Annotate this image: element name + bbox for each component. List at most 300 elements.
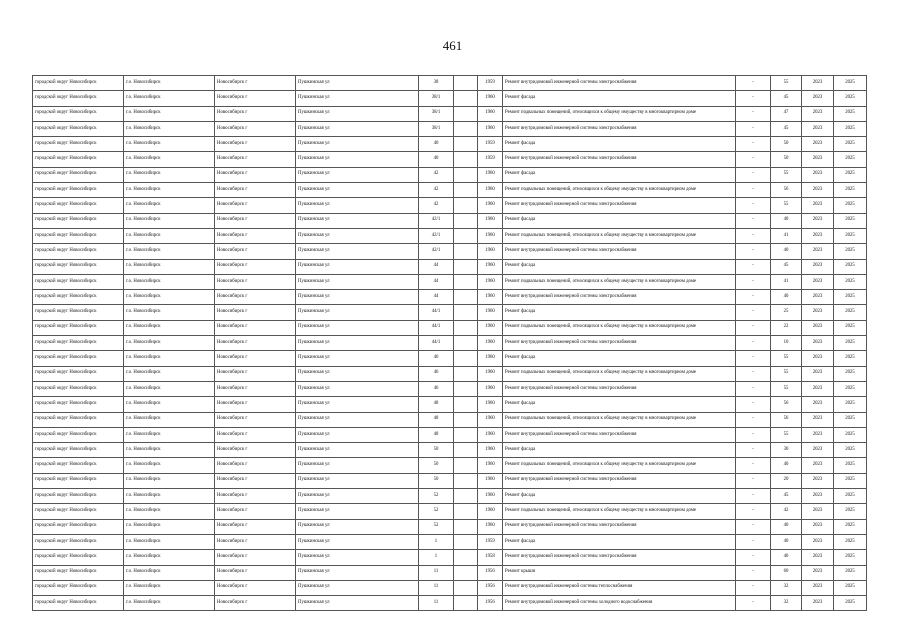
house-number-cell: 50 — [419, 458, 454, 473]
table-row — [33, 76, 867, 91]
value-cell: 50 — [771, 152, 802, 167]
dash-cell: - — [736, 519, 771, 534]
work-type-cell: Ремонт внутридомовой инженерной системы холодного водоснабжения — [503, 596, 736, 611]
district-cell: г.о. Новосибирск — [124, 397, 215, 412]
house-number-cell: 44 — [419, 274, 454, 289]
street-cell: Пушкинская ул — [296, 244, 419, 259]
start-year-cell: 2023 — [802, 519, 834, 534]
year-built-cell: 1960 — [478, 427, 503, 442]
municipality-cell: городской округ Новосибирск — [33, 443, 124, 458]
city-cell: Новосибирск г — [215, 351, 296, 366]
street-cell: Пушкинская ул — [296, 550, 419, 565]
house-number-cell: 1 — [419, 534, 454, 549]
district-cell: г.о. Новосибирск — [124, 580, 215, 595]
work-type-cell: Ремонт внутридомовой инженерной системы электроснабжения — [503, 550, 736, 565]
value-cell: 30 — [771, 443, 802, 458]
house-number-cell: 50 — [419, 443, 454, 458]
house-number-cell: 11 — [419, 565, 454, 580]
work-type-cell: Ремонт внутридомовой инженерной системы электроснабжения — [503, 336, 736, 351]
building-cell — [454, 305, 478, 320]
municipality-cell: городской округ Новосибирск — [33, 244, 124, 259]
end-year-cell: 2025 — [834, 580, 867, 595]
start-year-cell: 2023 — [802, 550, 834, 565]
dash-cell: - — [736, 473, 771, 488]
house-number-cell: 1 — [419, 550, 454, 565]
street-cell: Пушкинская ул — [296, 320, 419, 335]
year-built-cell: 1960 — [478, 244, 503, 259]
work-type-cell: Ремонт подвальных помещений, относящихся к общему имуществу в многоквартирном доме — [503, 366, 736, 381]
table-row — [33, 320, 867, 335]
work-type-cell: Ремонт фасада — [503, 91, 736, 106]
city-cell: Новосибирск г — [215, 106, 296, 121]
street-cell: Пушкинская ул — [296, 121, 419, 136]
house-number-cell: 40 — [419, 137, 454, 152]
table-row — [33, 228, 867, 243]
house-number-cell: 52 — [419, 504, 454, 519]
street-cell: Пушкинская ул — [296, 366, 419, 381]
building-cell — [454, 397, 478, 412]
year-built-cell: 1959 — [478, 534, 503, 549]
table-row — [33, 427, 867, 442]
year-built-cell: 1960 — [478, 228, 503, 243]
year-built-cell: 1960 — [478, 412, 503, 427]
value-cell: 47 — [771, 106, 802, 121]
street-cell: Пушкинская ул — [296, 76, 419, 91]
city-cell: Новосибирск г — [215, 198, 296, 213]
house-number-cell: 38 — [419, 76, 454, 91]
dash-cell: - — [736, 534, 771, 549]
house-number-cell: 52 — [419, 489, 454, 504]
building-cell — [454, 504, 478, 519]
dash-cell: - — [736, 91, 771, 106]
work-type-cell: Ремонт внутридомовой инженерной системы электроснабжения — [503, 519, 736, 534]
value-cell: 45 — [771, 121, 802, 136]
year-built-cell: 1960 — [478, 336, 503, 351]
table-row — [33, 198, 867, 213]
city-cell: Новосибирск г — [215, 366, 296, 381]
house-number-cell: 38/1 — [419, 91, 454, 106]
start-year-cell: 2023 — [802, 565, 834, 580]
city-cell: Новосибирск г — [215, 443, 296, 458]
value-cell: 56 — [771, 183, 802, 198]
work-type-cell: Ремонт фасада — [503, 167, 736, 182]
house-number-cell: 44 — [419, 259, 454, 274]
municipality-cell: городской округ Новосибирск — [33, 259, 124, 274]
dash-cell: - — [736, 274, 771, 289]
building-cell — [454, 580, 478, 595]
house-number-cell: 38/1 — [419, 106, 454, 121]
year-built-cell: 1960 — [478, 274, 503, 289]
district-cell: г.о. Новосибирск — [124, 76, 215, 91]
dash-cell: - — [736, 137, 771, 152]
district-cell: г.о. Новосибирск — [124, 336, 215, 351]
value-cell: 50 — [771, 137, 802, 152]
district-cell: г.о. Новосибирск — [124, 152, 215, 167]
district-cell: г.о. Новосибирск — [124, 259, 215, 274]
building-cell — [454, 565, 478, 580]
dash-cell: - — [736, 397, 771, 412]
year-built-cell: 1960 — [478, 397, 503, 412]
year-built-cell: 1959 — [478, 137, 503, 152]
work-type-cell: Ремонт фасада — [503, 259, 736, 274]
street-cell: Пушкинская ул — [296, 183, 419, 198]
district-cell: г.о. Новосибирск — [124, 381, 215, 396]
table-row — [33, 473, 867, 488]
district-cell: г.о. Новосибирск — [124, 412, 215, 427]
building-cell — [454, 336, 478, 351]
district-cell: г.о. Новосибирск — [124, 91, 215, 106]
street-cell: Пушкинская ул — [296, 290, 419, 305]
house-number-cell: 42/1 — [419, 228, 454, 243]
year-built-cell: 1956 — [478, 565, 503, 580]
year-built-cell: 1959 — [478, 152, 503, 167]
end-year-cell: 2025 — [834, 305, 867, 320]
value-cell: 55 — [771, 381, 802, 396]
work-type-cell: Ремонт фасада — [503, 397, 736, 412]
start-year-cell: 2023 — [802, 152, 834, 167]
city-cell: Новосибирск г — [215, 336, 296, 351]
start-year-cell: 2023 — [802, 106, 834, 121]
year-built-cell: 1960 — [478, 489, 503, 504]
year-built-cell: 1960 — [478, 91, 503, 106]
end-year-cell: 2025 — [834, 320, 867, 335]
work-type-cell: Ремонт подвальных помещений, относящихся к общему имуществу в многоквартирном доме — [503, 320, 736, 335]
street-cell: Пушкинская ул — [296, 397, 419, 412]
dash-cell: - — [736, 443, 771, 458]
street-cell: Пушкинская ул — [296, 137, 419, 152]
district-cell: г.о. Новосибирск — [124, 550, 215, 565]
municipality-cell: городской округ Новосибирск — [33, 336, 124, 351]
district-cell: г.о. Новосибирск — [124, 228, 215, 243]
street-cell: Пушкинская ул — [296, 274, 419, 289]
end-year-cell: 2025 — [834, 443, 867, 458]
value-cell: 40 — [771, 244, 802, 259]
table-row — [33, 290, 867, 305]
table-row — [33, 167, 867, 182]
start-year-cell: 2023 — [802, 596, 834, 611]
value-cell: 45 — [771, 259, 802, 274]
municipality-cell: городской округ Новосибирск — [33, 519, 124, 534]
end-year-cell: 2025 — [834, 228, 867, 243]
building-cell — [454, 137, 478, 152]
dash-cell: - — [736, 458, 771, 473]
street-cell: Пушкинская ул — [296, 167, 419, 182]
street-cell: Пушкинская ул — [296, 213, 419, 228]
district-cell: г.о. Новосибирск — [124, 489, 215, 504]
value-cell: 40 — [771, 534, 802, 549]
municipality-cell: городской округ Новосибирск — [33, 198, 124, 213]
value-cell: 45 — [771, 489, 802, 504]
dash-cell: - — [736, 336, 771, 351]
municipality-cell: городской округ Новосибирск — [33, 397, 124, 412]
end-year-cell: 2025 — [834, 381, 867, 396]
building-cell — [454, 519, 478, 534]
year-built-cell: 1960 — [478, 121, 503, 136]
year-built-cell: 1960 — [478, 458, 503, 473]
work-type-cell: Ремонт фасада — [503, 137, 736, 152]
end-year-cell: 2025 — [834, 565, 867, 580]
value-cell: 45 — [771, 91, 802, 106]
work-type-cell: Ремонт внутридомовой инженерной системы теплоснабжения — [503, 580, 736, 595]
street-cell: Пушкинская ул — [296, 228, 419, 243]
year-built-cell: 1960 — [478, 519, 503, 534]
district-cell: г.о. Новосибирск — [124, 106, 215, 121]
work-type-cell: Ремонт фасада — [503, 351, 736, 366]
year-built-cell: 1960 — [478, 366, 503, 381]
municipality-cell: городской округ Новосибирск — [33, 290, 124, 305]
district-cell: г.о. Новосибирск — [124, 198, 215, 213]
municipality-cell: городской округ Новосибирск — [33, 167, 124, 182]
year-built-cell: 1960 — [478, 213, 503, 228]
value-cell: 32 — [771, 580, 802, 595]
year-built-cell: 1956 — [478, 596, 503, 611]
work-type-cell: Ремонт подвальных помещений, относящихся к общему имуществу в многоквартирном доме — [503, 183, 736, 198]
district-cell: г.о. Новосибирск — [124, 274, 215, 289]
street-cell: Пушкинская ул — [296, 519, 419, 534]
end-year-cell: 2025 — [834, 198, 867, 213]
work-type-cell: Ремонт внутридомовой инженерной системы электроснабжения — [503, 427, 736, 442]
building-cell — [454, 351, 478, 366]
start-year-cell: 2023 — [802, 458, 834, 473]
municipality-cell: городской округ Новосибирск — [33, 580, 124, 595]
table-row — [33, 519, 867, 534]
start-year-cell: 2023 — [802, 244, 834, 259]
dash-cell: - — [736, 244, 771, 259]
table-row — [33, 351, 867, 366]
dash-cell: - — [736, 489, 771, 504]
start-year-cell: 2023 — [802, 274, 834, 289]
value-cell: 40 — [771, 290, 802, 305]
value-cell: 25 — [771, 305, 802, 320]
district-cell: г.о. Новосибирск — [124, 534, 215, 549]
house-number-cell: 44 — [419, 290, 454, 305]
city-cell: Новосибирск г — [215, 183, 296, 198]
city-cell: Новосибирск г — [215, 473, 296, 488]
district-cell: г.о. Новосибирск — [124, 519, 215, 534]
work-type-cell: Ремонт подвальных помещений, относящихся к общему имуществу в многоквартирном доме — [503, 412, 736, 427]
end-year-cell: 2025 — [834, 336, 867, 351]
start-year-cell: 2023 — [802, 443, 834, 458]
street-cell: Пушкинская ул — [296, 152, 419, 167]
work-type-cell: Ремонт крыши — [503, 565, 736, 580]
value-cell: 55 — [771, 198, 802, 213]
table-row — [33, 580, 867, 595]
value-cell: 22 — [771, 320, 802, 335]
year-built-cell: 1960 — [478, 443, 503, 458]
end-year-cell: 2025 — [834, 259, 867, 274]
page-number: 461 — [442, 38, 463, 53]
table-row — [33, 106, 867, 121]
city-cell: Новосибирск г — [215, 519, 296, 534]
end-year-cell: 2025 — [834, 274, 867, 289]
house-number-cell: 48 — [419, 397, 454, 412]
building-cell — [454, 596, 478, 611]
end-year-cell: 2025 — [834, 504, 867, 519]
dash-cell: - — [736, 565, 771, 580]
building-cell — [454, 213, 478, 228]
municipality-cell: городской округ Новосибирск — [33, 550, 124, 565]
start-year-cell: 2023 — [802, 305, 834, 320]
start-year-cell: 2023 — [802, 167, 834, 182]
end-year-cell: 2025 — [834, 489, 867, 504]
value-cell: 41 — [771, 274, 802, 289]
building-cell — [454, 152, 478, 167]
municipality-cell: городской округ Новосибирск — [33, 489, 124, 504]
municipality-cell: городской округ Новосибирск — [33, 76, 124, 91]
city-cell: Новосибирск г — [215, 504, 296, 519]
year-built-cell: 1956 — [478, 580, 503, 595]
building-cell — [454, 366, 478, 381]
end-year-cell: 2025 — [834, 91, 867, 106]
municipality-cell: городской округ Новосибирск — [33, 534, 124, 549]
district-cell: г.о. Новосибирск — [124, 244, 215, 259]
start-year-cell: 2023 — [802, 580, 834, 595]
year-built-cell: 1960 — [478, 320, 503, 335]
district-cell: г.о. Новосибирск — [124, 443, 215, 458]
district-cell: г.о. Новосибирск — [124, 458, 215, 473]
start-year-cell: 2023 — [802, 366, 834, 381]
street-cell: Пушкинская ул — [296, 443, 419, 458]
start-year-cell: 2023 — [802, 198, 834, 213]
street-cell: Пушкинская ул — [296, 91, 419, 106]
city-cell: Новосибирск г — [215, 76, 296, 91]
end-year-cell: 2025 — [834, 596, 867, 611]
capital-repair-table — [32, 75, 867, 611]
municipality-cell: городской округ Новосибирск — [33, 412, 124, 427]
value-cell: 55 — [771, 366, 802, 381]
municipality-cell: городской округ Новосибирск — [33, 427, 124, 442]
building-cell — [454, 320, 478, 335]
municipality-cell: городской округ Новосибирск — [33, 473, 124, 488]
municipality-cell: городской округ Новосибирск — [33, 351, 124, 366]
table-row — [33, 121, 867, 136]
street-cell: Пушкинская ул — [296, 489, 419, 504]
house-number-cell: 42/1 — [419, 244, 454, 259]
city-cell: Новосибирск г — [215, 550, 296, 565]
city-cell: Новосибирск г — [215, 381, 296, 396]
street-cell: Пушкинская ул — [296, 473, 419, 488]
street-cell: Пушкинская ул — [296, 351, 419, 366]
work-type-cell: Ремонт внутридомовой инженерной системы электроснабжения — [503, 290, 736, 305]
work-type-cell: Ремонт фасада — [503, 534, 736, 549]
table-row — [33, 381, 867, 396]
table-row — [33, 183, 867, 198]
year-built-cell: 1960 — [478, 381, 503, 396]
street-cell: Пушкинская ул — [296, 381, 419, 396]
building-cell — [454, 76, 478, 91]
dash-cell: - — [736, 228, 771, 243]
city-cell: Новосибирск г — [215, 137, 296, 152]
dash-cell: - — [736, 198, 771, 213]
work-type-cell: Ремонт внутридомовой инженерной системы электроснабжения — [503, 198, 736, 213]
year-built-cell: 1960 — [478, 259, 503, 274]
building-cell — [454, 381, 478, 396]
city-cell: Новосибирск г — [215, 489, 296, 504]
municipality-cell: городской округ Новосибирск — [33, 213, 124, 228]
start-year-cell: 2023 — [802, 121, 834, 136]
value-cell: 32 — [771, 596, 802, 611]
value-cell: 40 — [771, 458, 802, 473]
table-row — [33, 550, 867, 565]
dash-cell: - — [736, 305, 771, 320]
city-cell: Новосибирск г — [215, 213, 296, 228]
district-cell: г.о. Новосибирск — [124, 213, 215, 228]
work-type-cell: Ремонт подвальных помещений, относящихся к общему имуществу в многоквартирном доме — [503, 106, 736, 121]
district-cell: г.о. Новосибирск — [124, 351, 215, 366]
start-year-cell: 2023 — [802, 320, 834, 335]
district-cell: г.о. Новосибирск — [124, 565, 215, 580]
table-row — [33, 366, 867, 381]
municipality-cell: городской округ Новосибирск — [33, 228, 124, 243]
city-cell: Новосибирск г — [215, 427, 296, 442]
district-cell: г.о. Новосибирск — [124, 504, 215, 519]
street-cell: Пушкинская ул — [296, 458, 419, 473]
start-year-cell: 2023 — [802, 534, 834, 549]
city-cell: Новосибирск г — [215, 167, 296, 182]
value-cell: 10 — [771, 336, 802, 351]
dash-cell: - — [736, 320, 771, 335]
dash-cell: - — [736, 504, 771, 519]
district-cell: г.о. Новосибирск — [124, 305, 215, 320]
street-cell: Пушкинская ул — [296, 504, 419, 519]
work-type-cell: Ремонт подвальных помещений, относящихся к общему имуществу в многоквартирном доме — [503, 458, 736, 473]
end-year-cell: 2025 — [834, 427, 867, 442]
municipality-cell: городской округ Новосибирск — [33, 305, 124, 320]
work-type-cell: Ремонт внутридомовой инженерной системы электроснабжения — [503, 76, 736, 91]
start-year-cell: 2023 — [802, 76, 834, 91]
year-built-cell: 1958 — [478, 550, 503, 565]
house-number-cell: 42 — [419, 183, 454, 198]
city-cell: Новосибирск г — [215, 580, 296, 595]
house-number-cell: 42/1 — [419, 213, 454, 228]
value-cell: 20 — [771, 473, 802, 488]
house-number-cell: 42 — [419, 167, 454, 182]
start-year-cell: 2023 — [802, 427, 834, 442]
value-cell: 56 — [771, 397, 802, 412]
end-year-cell: 2025 — [834, 550, 867, 565]
table-body — [33, 76, 867, 611]
end-year-cell: 2025 — [834, 458, 867, 473]
end-year-cell: 2025 — [834, 397, 867, 412]
dash-cell: - — [736, 167, 771, 182]
city-cell: Новосибирск г — [215, 121, 296, 136]
district-cell: г.о. Новосибирск — [124, 596, 215, 611]
house-number-cell: 52 — [419, 519, 454, 534]
house-number-cell: 48 — [419, 412, 454, 427]
city-cell: Новосибирск г — [215, 397, 296, 412]
street-cell: Пушкинская ул — [296, 198, 419, 213]
table-row — [33, 259, 867, 274]
municipality-cell: городской округ Новосибирск — [33, 106, 124, 121]
dash-cell: - — [736, 351, 771, 366]
start-year-cell: 2023 — [802, 412, 834, 427]
dash-cell: - — [736, 550, 771, 565]
house-number-cell: 46 — [419, 381, 454, 396]
building-cell — [454, 259, 478, 274]
table-row — [33, 397, 867, 412]
value-cell: 42 — [771, 504, 802, 519]
dash-cell: - — [736, 412, 771, 427]
building-cell — [454, 443, 478, 458]
work-type-cell: Ремонт подвальных помещений, относящихся к общему имуществу в многоквартирном доме — [503, 274, 736, 289]
end-year-cell: 2025 — [834, 244, 867, 259]
dash-cell: - — [736, 381, 771, 396]
table-row — [33, 565, 867, 580]
district-cell: г.о. Новосибирск — [124, 167, 215, 182]
district-cell: г.о. Новосибирск — [124, 183, 215, 198]
dash-cell: - — [736, 596, 771, 611]
building-cell — [454, 427, 478, 442]
